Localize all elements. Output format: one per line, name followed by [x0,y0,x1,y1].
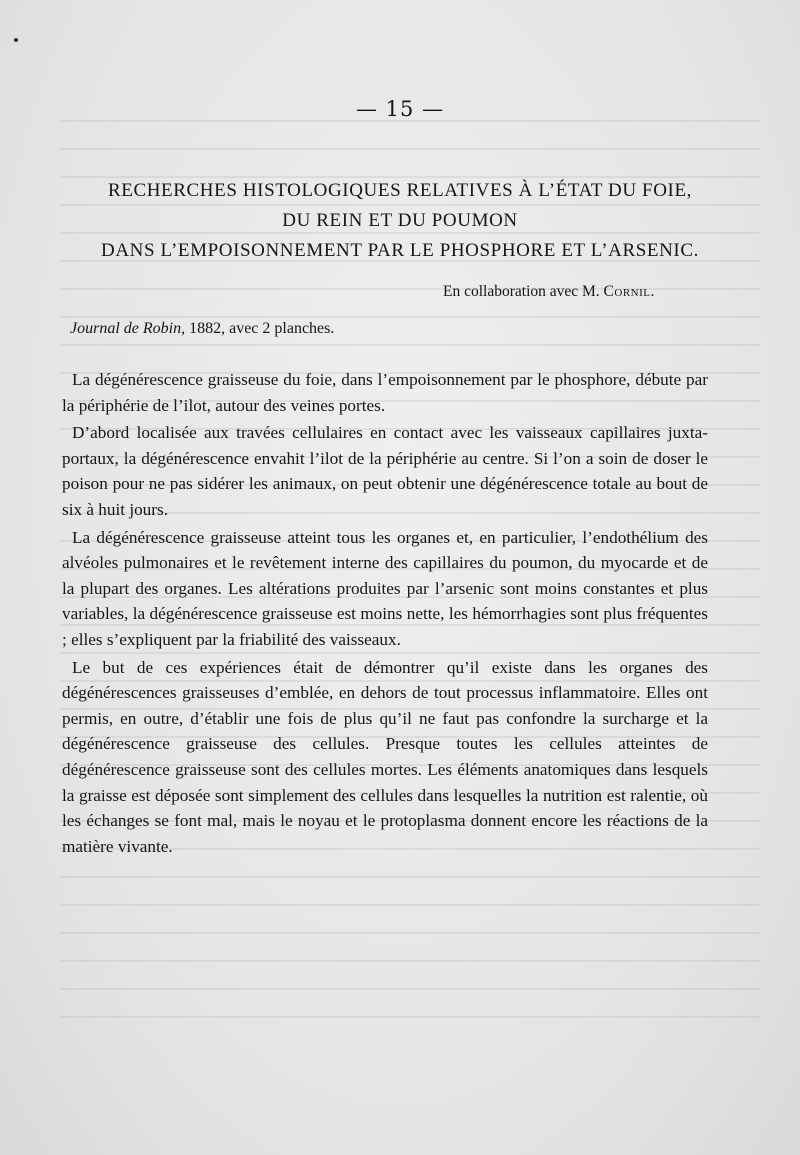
article-title [40,176,760,266]
scan-speck [14,38,18,42]
journal-name: Journal de Robin [70,320,182,337]
paragraph: La dégénérescence graisseuse du foie, dans l’empoisonnement par le phosphore, débute par la périphérie de l’ilot, autour des veines portes. [62,370,708,415]
paragraph: D’abord localisée aux travées cellulaires en contact avec les vaisseaux capillaires juxta-portaux, la dégénérescence envahit l’ilot de la périphérie au centre. Si l’on a soin de doser le poison pour ne pas sidérer les animaux, on peut obtenir une dégénérescence totale au bout de six à huit jours. [62,423,708,519]
title-line-2: DU REIN ET DU POUMON [282,210,518,231]
paragraph: Le but de ces expériences était de démontrer qu’il existe dans les organes des dégénérescences graisseuses d’emblée, en dehors de tout processus inflammatoire. Elles ont permis, en outre, d’établir une fois de plus qu’il ne faut pas confondre la surcharge et la dégénérescence graisseuse des cellules. Presque toutes les cellules atteintes de dégénérescence graisseuse sont des cellules mortes. Les éléments anatomiques dans lesquels la graisse est déposée sont simplement des cellules dans lesquelles la nutrition est ralentie, où les échanges se font mal, mais le noyau et le protoplasma donnent encore les réactions de la matière vivante. [62,657,708,856]
collaborator-name: Cornil. [603,283,655,300]
body-text [62,367,708,861]
page-number: — 15 — [355,97,445,121]
collaboration-note [443,283,743,301]
journal-reference [70,320,570,338]
collaboration-prefix: En collaboration avec M. [443,283,600,300]
title-line-3: DANS L’EMPOISONNEMENT PAR LE PHOSPHORE ET L’ARSENIC. [101,240,699,261]
journal-details: , 1882, avec 2 planches. [181,320,335,337]
title-line-1: RECHERCHES HISTOLOGIQUES RELATIVES À L’ÉTAT DU FOIE, [107,180,693,201]
paragraph: La dégénérescence graisseuse atteint tous les organes et, en particulier, l’endothélium des alvéoles pulmonaires et le revêtement interne des capillaires du poumon, du myocarde et de la plupart des organes. Les altérations produites par l’arsenic sont moins constantes et plus variables, la dégénérescence graisseuse est moins nette, les hémorrhagies sont plus fréquentes ; elles s’expliquent par la friabilité des vaisseaux. [62,527,708,649]
